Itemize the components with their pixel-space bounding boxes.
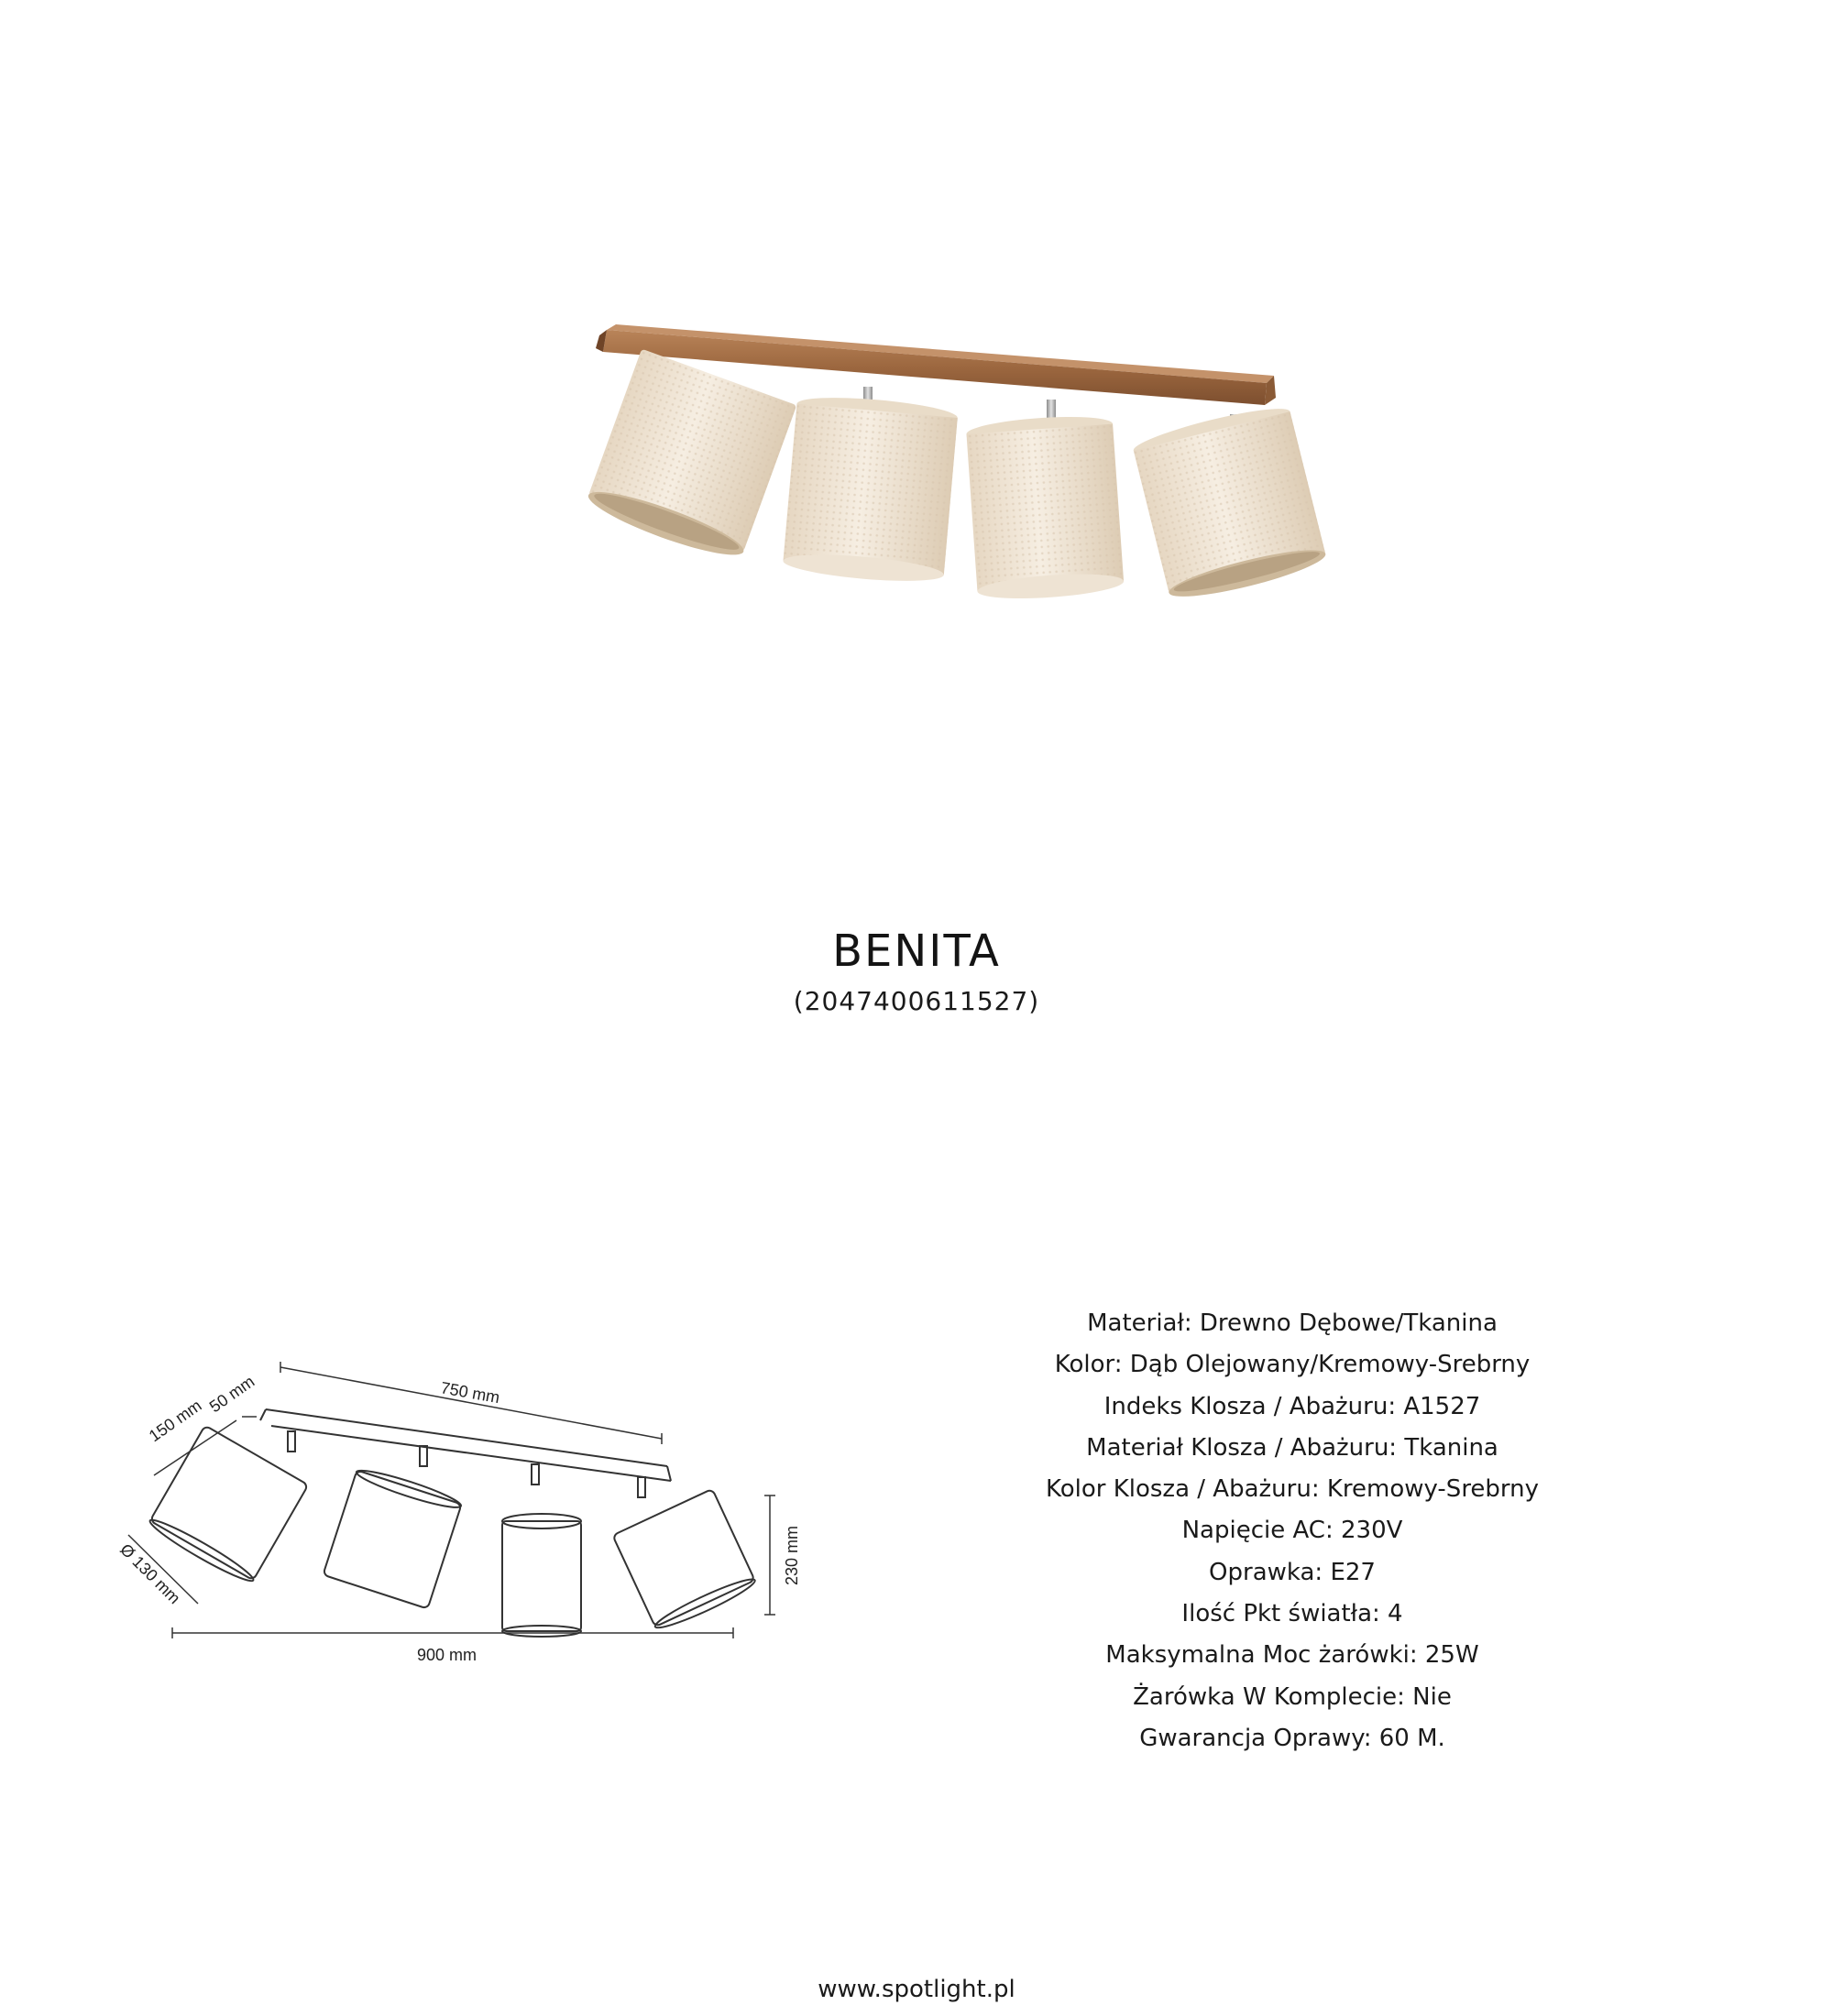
- spec-bulb-included: Żarówka W Komplecie: Nie: [1133, 1682, 1452, 1711]
- dim-label-50: 50 mm: [205, 1372, 258, 1417]
- lamp-shade-4: [1131, 401, 1329, 605]
- dim-label-900: 900 mm: [417, 1646, 477, 1664]
- product-photo: [495, 321, 1347, 605]
- product-code: (2047400611527): [793, 985, 1040, 1016]
- dim-label-230: 230 mm: [783, 1525, 801, 1585]
- spec-light-points: Ilość Pkt światła: 4: [1181, 1600, 1403, 1628]
- dimension-drawing: [101, 1329, 852, 1686]
- spec-color: Kolor: Dąb Olejowany/Kremowy-Srebrny: [1054, 1351, 1531, 1379]
- dim-label-150: 150 mm: [145, 1396, 205, 1446]
- drawing-shade-2: [323, 1465, 463, 1609]
- footer-website: www.spotlight.pl: [818, 1976, 1015, 2003]
- spec-shade-index: Indeks Klosza / Abażuru: A1527: [1103, 1392, 1481, 1420]
- spec-shade-color: Kolor Klosza / Abażuru: Kremowy-Srebrny: [1045, 1475, 1540, 1504]
- spec-list: [1008, 1303, 1576, 1759]
- dim-label-750: 750 mm: [439, 1378, 501, 1408]
- lamp-shade-3: [966, 413, 1125, 603]
- spec-socket: Oprawka: E27: [1209, 1558, 1376, 1586]
- product-title-block: [0, 926, 1833, 1016]
- spec-material: Materiał: Drewno Dębowe/Tkanina: [1087, 1309, 1498, 1337]
- lamp-shade-2: [782, 393, 958, 586]
- spec-max-power: Maksymalna Moc żarówki: 25W: [1105, 1641, 1479, 1670]
- drawing-shade-4: [612, 1489, 758, 1634]
- product-name: BENITA: [832, 926, 1001, 977]
- spec-shade-material: Materiał Klosza / Abażuru: Tkanina: [1086, 1433, 1498, 1462]
- drawing-bar: [260, 1409, 671, 1481]
- lamp-shade-1: [584, 349, 797, 565]
- dim-label-130: Ø 130 mm: [116, 1539, 184, 1608]
- drawing-shade-3: [502, 1514, 581, 1637]
- spec-voltage: Napięcie AC: 230V: [1181, 1517, 1403, 1545]
- drawing-shade-1: [147, 1426, 309, 1587]
- spec-warranty: Gwarancja Oprawy: 60 M.: [1139, 1724, 1445, 1752]
